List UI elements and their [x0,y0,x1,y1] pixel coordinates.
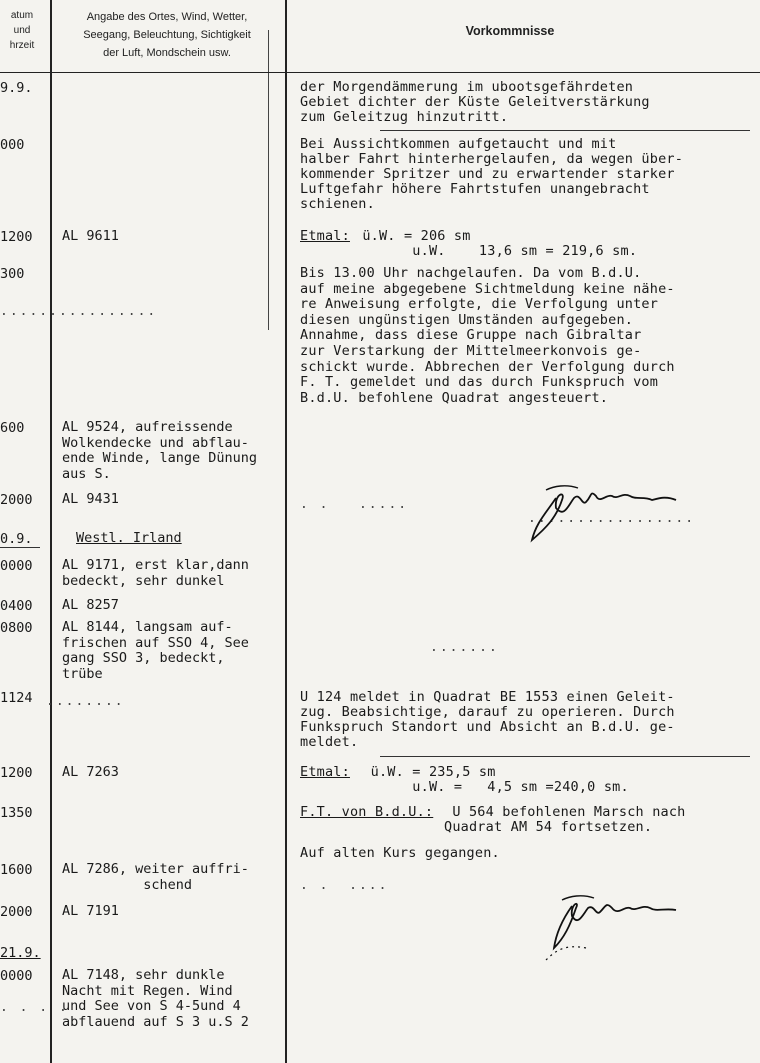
dotted-line: . . ..... [300,497,409,512]
dotted-line: ....... [430,640,499,655]
etmal-label: Etmal: [300,764,350,780]
row-time: 1124 [0,690,33,706]
header-date-line: hrzeit [9,40,35,51]
row-time: 300 [0,266,25,282]
row-position: AL 7191 [62,903,119,919]
header-position-line: der Luft, Mondschein usw. [103,47,231,59]
row-time: 9.9. [0,80,33,96]
row-event: U 564 befohlenen Marsch nach Quadrat AM 54 fortsetzen. [444,804,686,835]
row-position: AL 7263 [62,764,119,780]
row-event: U 124 meldet in Quadrat BE 1553 einen Geleit- zug. Beabsichtige, darauf zu operieren. Durch Funkspruch Standort und Absicht an B.d.U. ge- meldet. [300,689,675,750]
column-divider-2 [285,0,287,1063]
dotted-line: . . .... [300,878,389,893]
row-event: Auf alten Kurs gegangen. [300,845,500,861]
row-time: 0.9. [0,531,33,547]
row-time: 1200 [0,229,33,245]
row-event: Bis 13.00 Uhr nachgelaufen. Da vom B.d.U. auf meine abgegebene Sichtmeldung keine nähe- re Anweisung erfolgte, die Verfolgung unter diesen ungünstigen Umständen aufgegeben. Annahme, dass diese Gruppe nach Gibraltar zur Verstarkung der Mittelmeerkonvois ge- schickt wurde. Abbrechen der Verfolgung durch F. T. gemeldet und das durch Funkspruch vom B.d.U. befohlene Quadrat angesteuert. [300,265,675,406]
signature-icon [526,478,696,548]
row-position: AL 8257 [62,597,119,613]
row-position: AL 7286, weiter auffri- schend [62,861,249,893]
column-divider-1 [50,0,52,1063]
column-divider-2b [268,30,269,330]
dotted-line: ................ [0,304,158,319]
row-event: Bei Aussichtkommen aufgetaucht und mit halber Fahrt hinterhergelaufen, da wegen über- kommender Spritzer und zu erwartender starker Luftgefahr höhere Fahrtstufen unangebracht schienen. [300,136,684,212]
row-divider [380,756,750,757]
header-col-events: Vorkommnisse [465,24,555,38]
row-time: 1350 [0,805,33,821]
row-position: Westl. Irland [76,530,182,546]
row-time: 0000 [0,558,33,574]
signature-icon [526,890,696,980]
row-divider [380,130,750,131]
row-time: 2000 [0,904,33,920]
row-time: 000 [0,137,25,153]
row-position: AL 9611 [62,228,119,244]
dotted-line: . . . . [0,1000,69,1015]
header-col-position [54,8,280,62]
ft-label: F.T. von B.d.U.: [300,804,434,820]
row-time: 0400 [0,598,33,614]
header-date-line: und [13,25,31,36]
row-position: AL 7148, sehr dunkle Nacht mit Regen. Wind und See von S 4-5und 4 abflauend auf S 3 u.S 2 [62,967,249,1030]
row-time: 0000 [0,968,33,984]
row-divider [0,547,40,548]
header-position-line: Angabe des Ortes, Wind, Wetter, [86,11,248,23]
row-time: 0800 [0,620,33,636]
header-col-date [0,8,44,53]
header-date-line: atum [10,10,34,21]
row-time: 600 [0,420,25,436]
row-position: AL 9171, erst klar,dann bedeckt, sehr dunkel [62,557,249,589]
row-time: 1200 [0,765,33,781]
row-event: ü.W. = 235,5 sm u.W. = 4,5 sm =240,0 sm. [370,764,629,795]
row-time: 21.9. [0,945,41,961]
dotted-line: ........ [46,694,125,709]
row-time: 1600 [0,862,33,878]
row-position: AL 9431 [62,491,119,507]
row-event: ü.W. = 206 sm u.W. 13,6 sm = 219,6 sm. [362,228,638,259]
dotted-line: ................. [528,511,696,526]
row-position: AL 8144, langsam auf- frischen auf SSO 4, See gang SSO 3, bedeckt, trübe [62,619,249,682]
header-position-line: Seegang, Beleuchtung, Sichtigkeit [83,29,251,41]
row-position: AL 9524, aufreissende Wolkendecke und abflau- ende Winde, lange Dünung aus S. [62,419,258,482]
header-divider [0,72,760,73]
row-time: 2000 [0,492,33,508]
row-event: der Morgendämmerung im ubootsgefährdeten Gebiet dichter der Küste Geleitverstärkung zum Geleitzug hinzutritt. [300,79,650,125]
etmal-label: Etmal: [300,228,350,244]
